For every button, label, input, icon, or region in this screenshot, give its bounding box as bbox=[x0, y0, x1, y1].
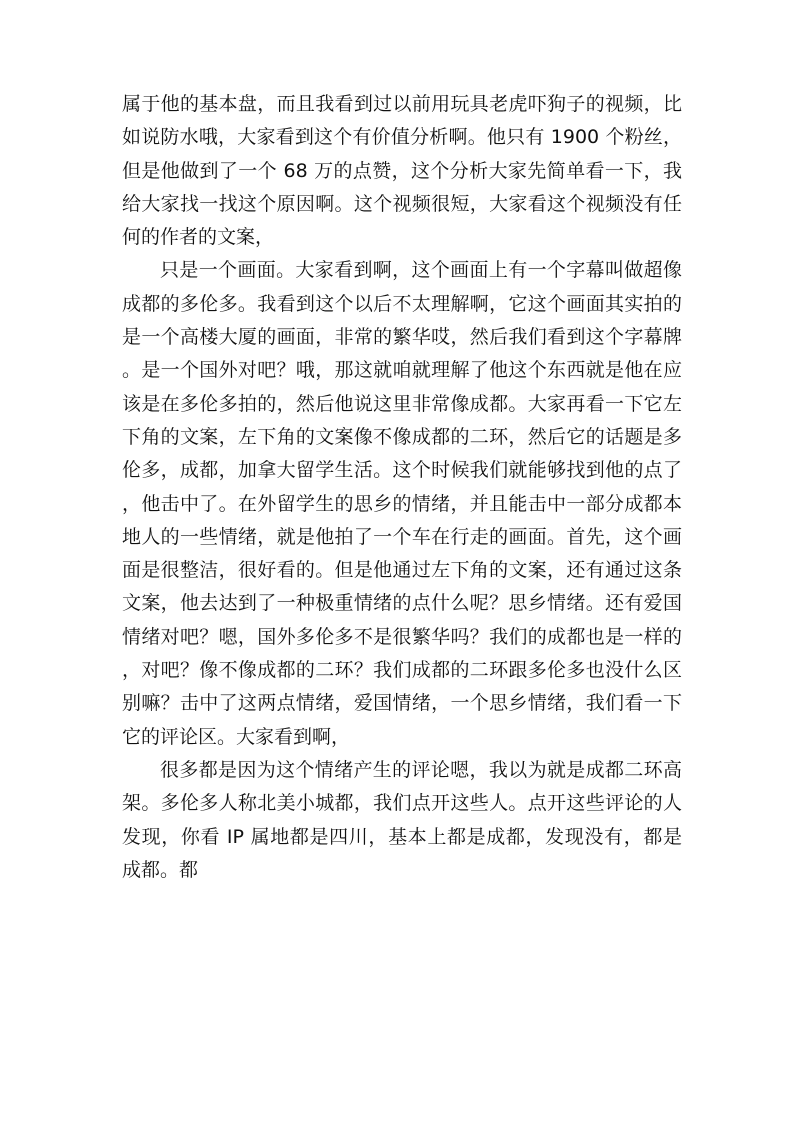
paragraph-1: 属于他的基本盘，而且我看到过以前用玩具老虎吓狗子的视频，比如说防水哦，大家看到这个有价值分析啊。他只有 1900 个粉丝，但是他做到了一个 68 万的点赞，这个分析大家先简单看一下，我给大家找一找这个原因啊。这个视频很短，大家看这个视频没有任何的作者的文案， bbox=[122, 93, 682, 249]
paragraph-3: 很多都是因为这个情绪产生的评论嗯，我以为就是成都二环高架。多伦多人称北美小城都，我们点开这些人。点开这些评论的人发现，你看 IP 属地都是四川，基本上都是成都，发现没有，都是成都。都 bbox=[122, 758, 682, 881]
document-page bbox=[122, 88, 682, 887]
paragraph-2: 只是一个画面。大家看到啊，这个画面上有一个字幕叫做超像成都的多伦多。我看到这个以后不太理解啊，它这个画面其实拍的是一个高楼大厦的画面，非常的繁华哎，然后我们看到这个字幕牌。是一个国外对吧？哦，那这就咱就理解了他这个东西就是他在应该是在多伦多拍的，然后他说这里非常像成都。大家再看一下它左下角的文案，左下角的文案像不像成都的二环，然后它的话题是多伦多，成都，加拿大留学生活。这个时候我们就能够找到他的点了，他击中了。在外留学生的思乡的情绪，并且能击中一部分成都本地人的一些情绪，就是他拍了一个车在行走的画面。首先，这个画面是很整洁，很好看的。但是他通过左下角的文案，还有通过这条文案，他去达到了一种极重情绪的点什么呢？思乡情绪。还有爱国情绪对吧？嗯，国外多伦多不是很繁华吗？我们的成都也是一样的，对吧？像不像成都的二环？我们成都的二环跟多伦多也没什么区别嘛？击中了这两点情绪，爱国情绪，一个思乡情绪，我们看一下它的评论区。大家看到啊， bbox=[122, 259, 682, 748]
